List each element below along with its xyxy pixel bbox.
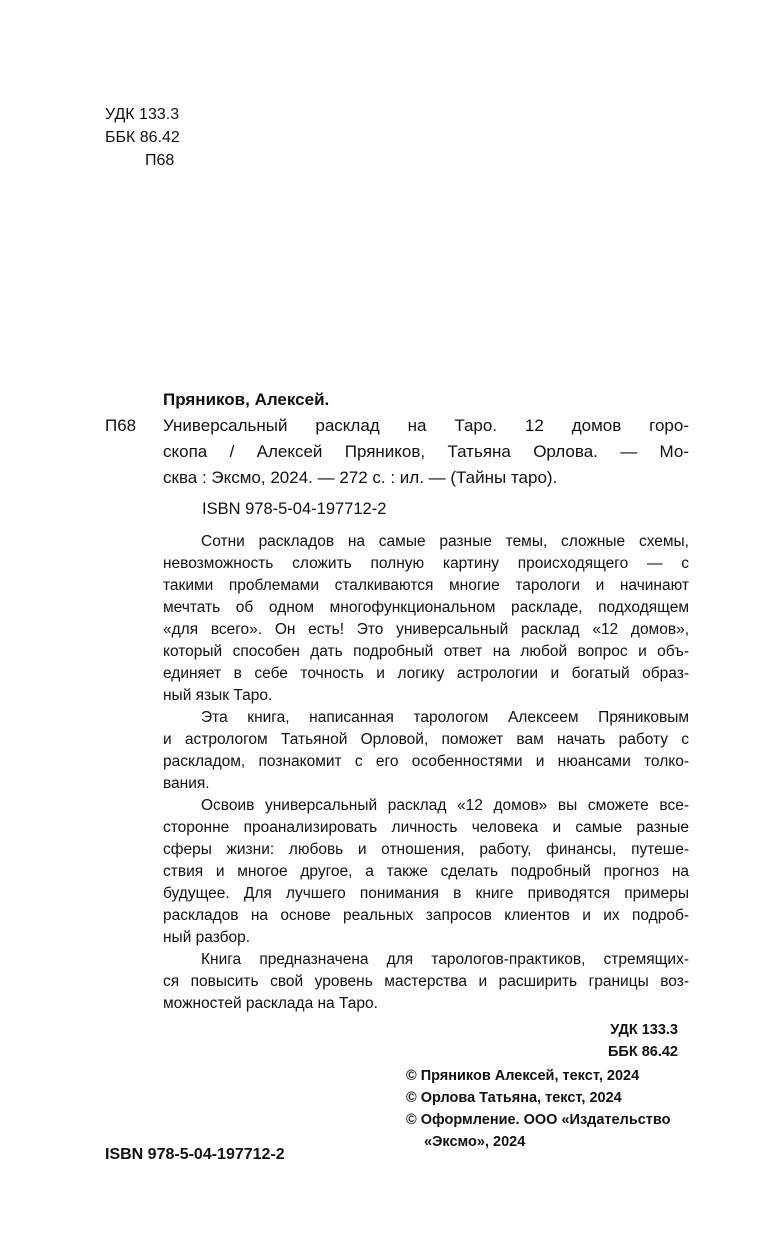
record-isbn: ISBN 978-5-04-197712-2 (202, 500, 387, 518)
annotation-line: ный разбор. (163, 929, 251, 946)
annotation-line: единяет в себе точность и логику астрологии и богатый образ- (163, 665, 689, 682)
annotation-line: такими проблемами сталкиваются многие тарологи и начинают (163, 577, 689, 594)
author-mark-top: П68 (145, 152, 175, 169)
copyright-line: © Пряников Алексей, текст, 2024 (406, 1068, 640, 1084)
annotation-line: Эта книга, написанная тарологом Алексеем Пряниковым (201, 709, 689, 726)
udk-code-right: УДК 133.3 (610, 1022, 678, 1038)
annotation-line: Сотни раскладов на самые разные темы, сложные схемы, (201, 533, 689, 550)
copyright-line: © Орлова Татьяна, текст, 2024 (406, 1090, 622, 1106)
description-line-1: Универсальный расклад на Таро. 12 домов горо- (163, 416, 689, 435)
copyright-line: © Оформление. ООО «Издательство (406, 1112, 671, 1128)
udk-code-top: УДК 133.3 (105, 106, 180, 123)
annotation-line: «для всего». Он есть! Это универсальный расклад «12 домов», (163, 621, 689, 638)
annotation-line: ся повысить свой уровень мастерства и расширить границы воз- (163, 973, 689, 990)
annotation-line: и астрологом Татьяной Орловой, поможет вам начать работу с (163, 731, 689, 748)
annotation-line: сторонне проанализировать личность человека и самые разные (163, 819, 689, 836)
annotation-line: Книга предназначена для тарологов-практиков, стремящих- (201, 951, 689, 968)
annotation-line: ный язык Таро. (163, 687, 273, 704)
annotation-line: невозможность сложить полную картину происходящего — с (163, 555, 689, 572)
bbk-code-top: ББК 86.42 (105, 129, 180, 146)
description-line-3: сква : Эксмо, 2024. — 272 с. : ил. — (Тайны таро). (163, 468, 558, 487)
isbn-bottom: ISBN 978-5-04-197712-2 (105, 1146, 285, 1163)
annotation-line: можностей расклада на Таро. (163, 995, 378, 1012)
annotation-line: вания. (163, 775, 210, 792)
annotation-line: будущее. Для лучшего понимания в книге приводятся примеры (163, 885, 689, 902)
author-mark: П68 (105, 416, 137, 435)
description-line-2: скопа / Алексей Пряников, Татьяна Орлова. — Мо- (163, 442, 689, 461)
annotation-line: сферы жизни: любовь и отношения, работу, финансы, путеше- (163, 841, 689, 858)
copyright-line: «Эксмо», 2024 (424, 1134, 526, 1150)
annotation-line: раскладом, познакомит с его особенностями и нюансами толко- (163, 753, 689, 770)
author-heading: Пряников, Алексей. (163, 390, 330, 409)
annotation-line: раскладов на основе реальных запросов клиентов и их подроб- (163, 907, 689, 924)
annotation-line: мечтать об одном многофункциональном раскладе, подходящем (163, 599, 689, 616)
annotation-line: который способен дать подробный ответ на любой вопрос и объ- (163, 643, 689, 660)
annotation-line: Освоив универсальный расклад «12 домов» вы сможете все- (201, 797, 689, 814)
annotation-line: ствия и многое другое, а также сделать подробный прогноз на (163, 863, 689, 880)
bbk-code-right: ББК 86.42 (607, 1044, 678, 1060)
